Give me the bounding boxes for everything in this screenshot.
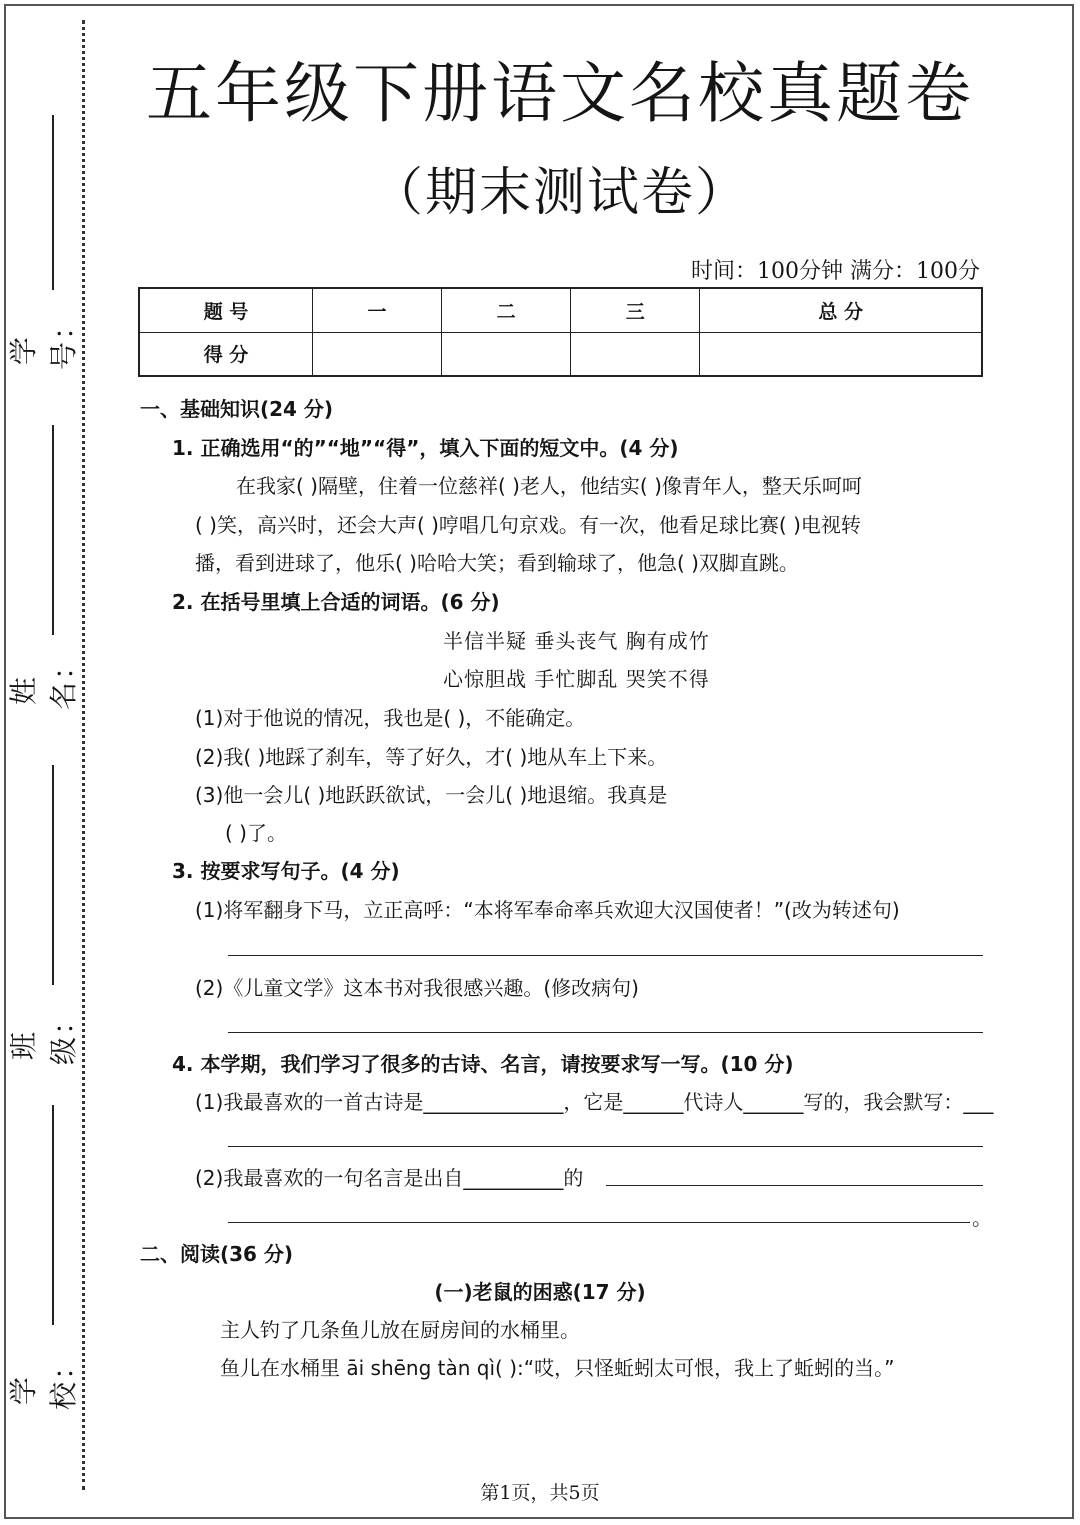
- score-cell: 总 分: [700, 288, 982, 332]
- page-title: 五年级下册语文名校真题卷: [146, 55, 974, 132]
- q2-sentence3-cont: ( )了。: [225, 821, 287, 845]
- school-label: 学校：: [7, 1349, 80, 1410]
- binding-cut-line: [82, 20, 85, 1490]
- score-cell: 题 号: [139, 288, 313, 332]
- class-label: 班级：: [7, 1004, 80, 1065]
- q3-sentence2: (2)《儿童文学》这本书对我很感兴趣。(修改病句): [195, 976, 639, 1000]
- q2-title: 2. 在括号里填上合适的词语。(6 分): [172, 590, 500, 614]
- score-cell: 三: [571, 288, 700, 332]
- q1-line1: 在我家( )隔壁，住着一位慈祥( )老人，他结实( )像青年人，整天乐呵呵: [236, 474, 862, 498]
- passage-title: (一)老鼠的困惑(17 分): [434, 1280, 646, 1304]
- section1-title: 一、基础知识(24 分): [140, 397, 334, 421]
- q4-answer-line2[interactable]: [606, 1185, 983, 1186]
- passage-paragraph1: 主人钓了几条鱼儿放在厨房间的水桶里。: [220, 1318, 580, 1342]
- q4-sentence2: (2)我最喜欢的一句名言是出自__________的: [195, 1166, 584, 1190]
- student-no-label: 学号：: [7, 309, 80, 370]
- q1-line3: 播，看到进球了，他乐( )哈哈大笑；看到输球了，他急( )双脚直跳。: [195, 551, 799, 575]
- score-cell: 二: [442, 288, 571, 332]
- passage-paragraph2: 鱼儿在水桶里 āi shēng tàn qì( ):“哎，只怪蚯蚓太可恨，我上了蚯蚓的当。”: [220, 1356, 895, 1380]
- q3-answer-line1[interactable]: [228, 955, 983, 956]
- class-line: [52, 765, 54, 985]
- q2-words-row2: 心惊胆战 手忙脚乱 哭笑不得: [443, 667, 710, 691]
- score-input-cell[interactable]: [571, 332, 700, 376]
- score-input-cell[interactable]: [442, 332, 571, 376]
- q3-title: 3. 按要求写句子。(4 分): [172, 859, 400, 883]
- q4-end-mark: 。: [972, 1206, 992, 1230]
- score-table: [138, 287, 983, 377]
- page-subtitle: （期末测试卷）: [370, 163, 749, 223]
- q1-line2: ( )笑，高兴时，还会大声( )哼唱几句京戏。有一次，他看足球比赛( )电视转: [195, 513, 861, 537]
- q1-title: 1. 正确选用“的”“地”“得”，填入下面的短文中。(4 分): [172, 436, 679, 460]
- score-table-header-row: [139, 288, 982, 332]
- score-cell: 得 分: [139, 332, 313, 376]
- q2-sentence2: (2)我( )地踩了刹车，等了好久，才( )地从车上下来。: [195, 745, 668, 769]
- q3-answer-line2[interactable]: [228, 1032, 983, 1033]
- score-input-cell[interactable]: [313, 332, 442, 376]
- name-line: [52, 425, 54, 635]
- q4-sentence1: (1)我最喜欢的一首古诗是______________，它是______代诗人______写的，我会默写：___: [195, 1090, 994, 1114]
- name-label: 姓名：: [7, 649, 80, 710]
- score-input-cell[interactable]: [700, 332, 982, 376]
- q4-answer-line3[interactable]: [228, 1222, 970, 1223]
- q4-title: 4. 本学期，我们学习了很多的古诗、名言，请按要求写一写。(10 分): [172, 1052, 794, 1076]
- time-info: 时间：100分钟 满分：100分: [691, 259, 980, 284]
- q3-sentence1: (1)将军翻身下马，立正高呼：“本将军奉命率兵欢迎大汉国使者！”(改为转述句): [195, 898, 900, 922]
- q4-answer-line1[interactable]: [228, 1146, 983, 1147]
- q2-sentence1: (1)对于他说的情况，我也是( )，不能确定。: [195, 706, 586, 730]
- page-number-footer: 第1页，共5页: [480, 1482, 600, 1504]
- score-table-score-row: [139, 332, 982, 376]
- q2-words-row1: 半信半疑 垂头丧气 胸有成竹: [443, 629, 710, 653]
- section2-title: 二、阅读(36 分): [140, 1242, 294, 1266]
- q2-sentence3: (3)他一会儿( )地跃跃欲试，一会儿( )地退缩。我真是: [195, 783, 668, 807]
- score-cell: 一: [313, 288, 442, 332]
